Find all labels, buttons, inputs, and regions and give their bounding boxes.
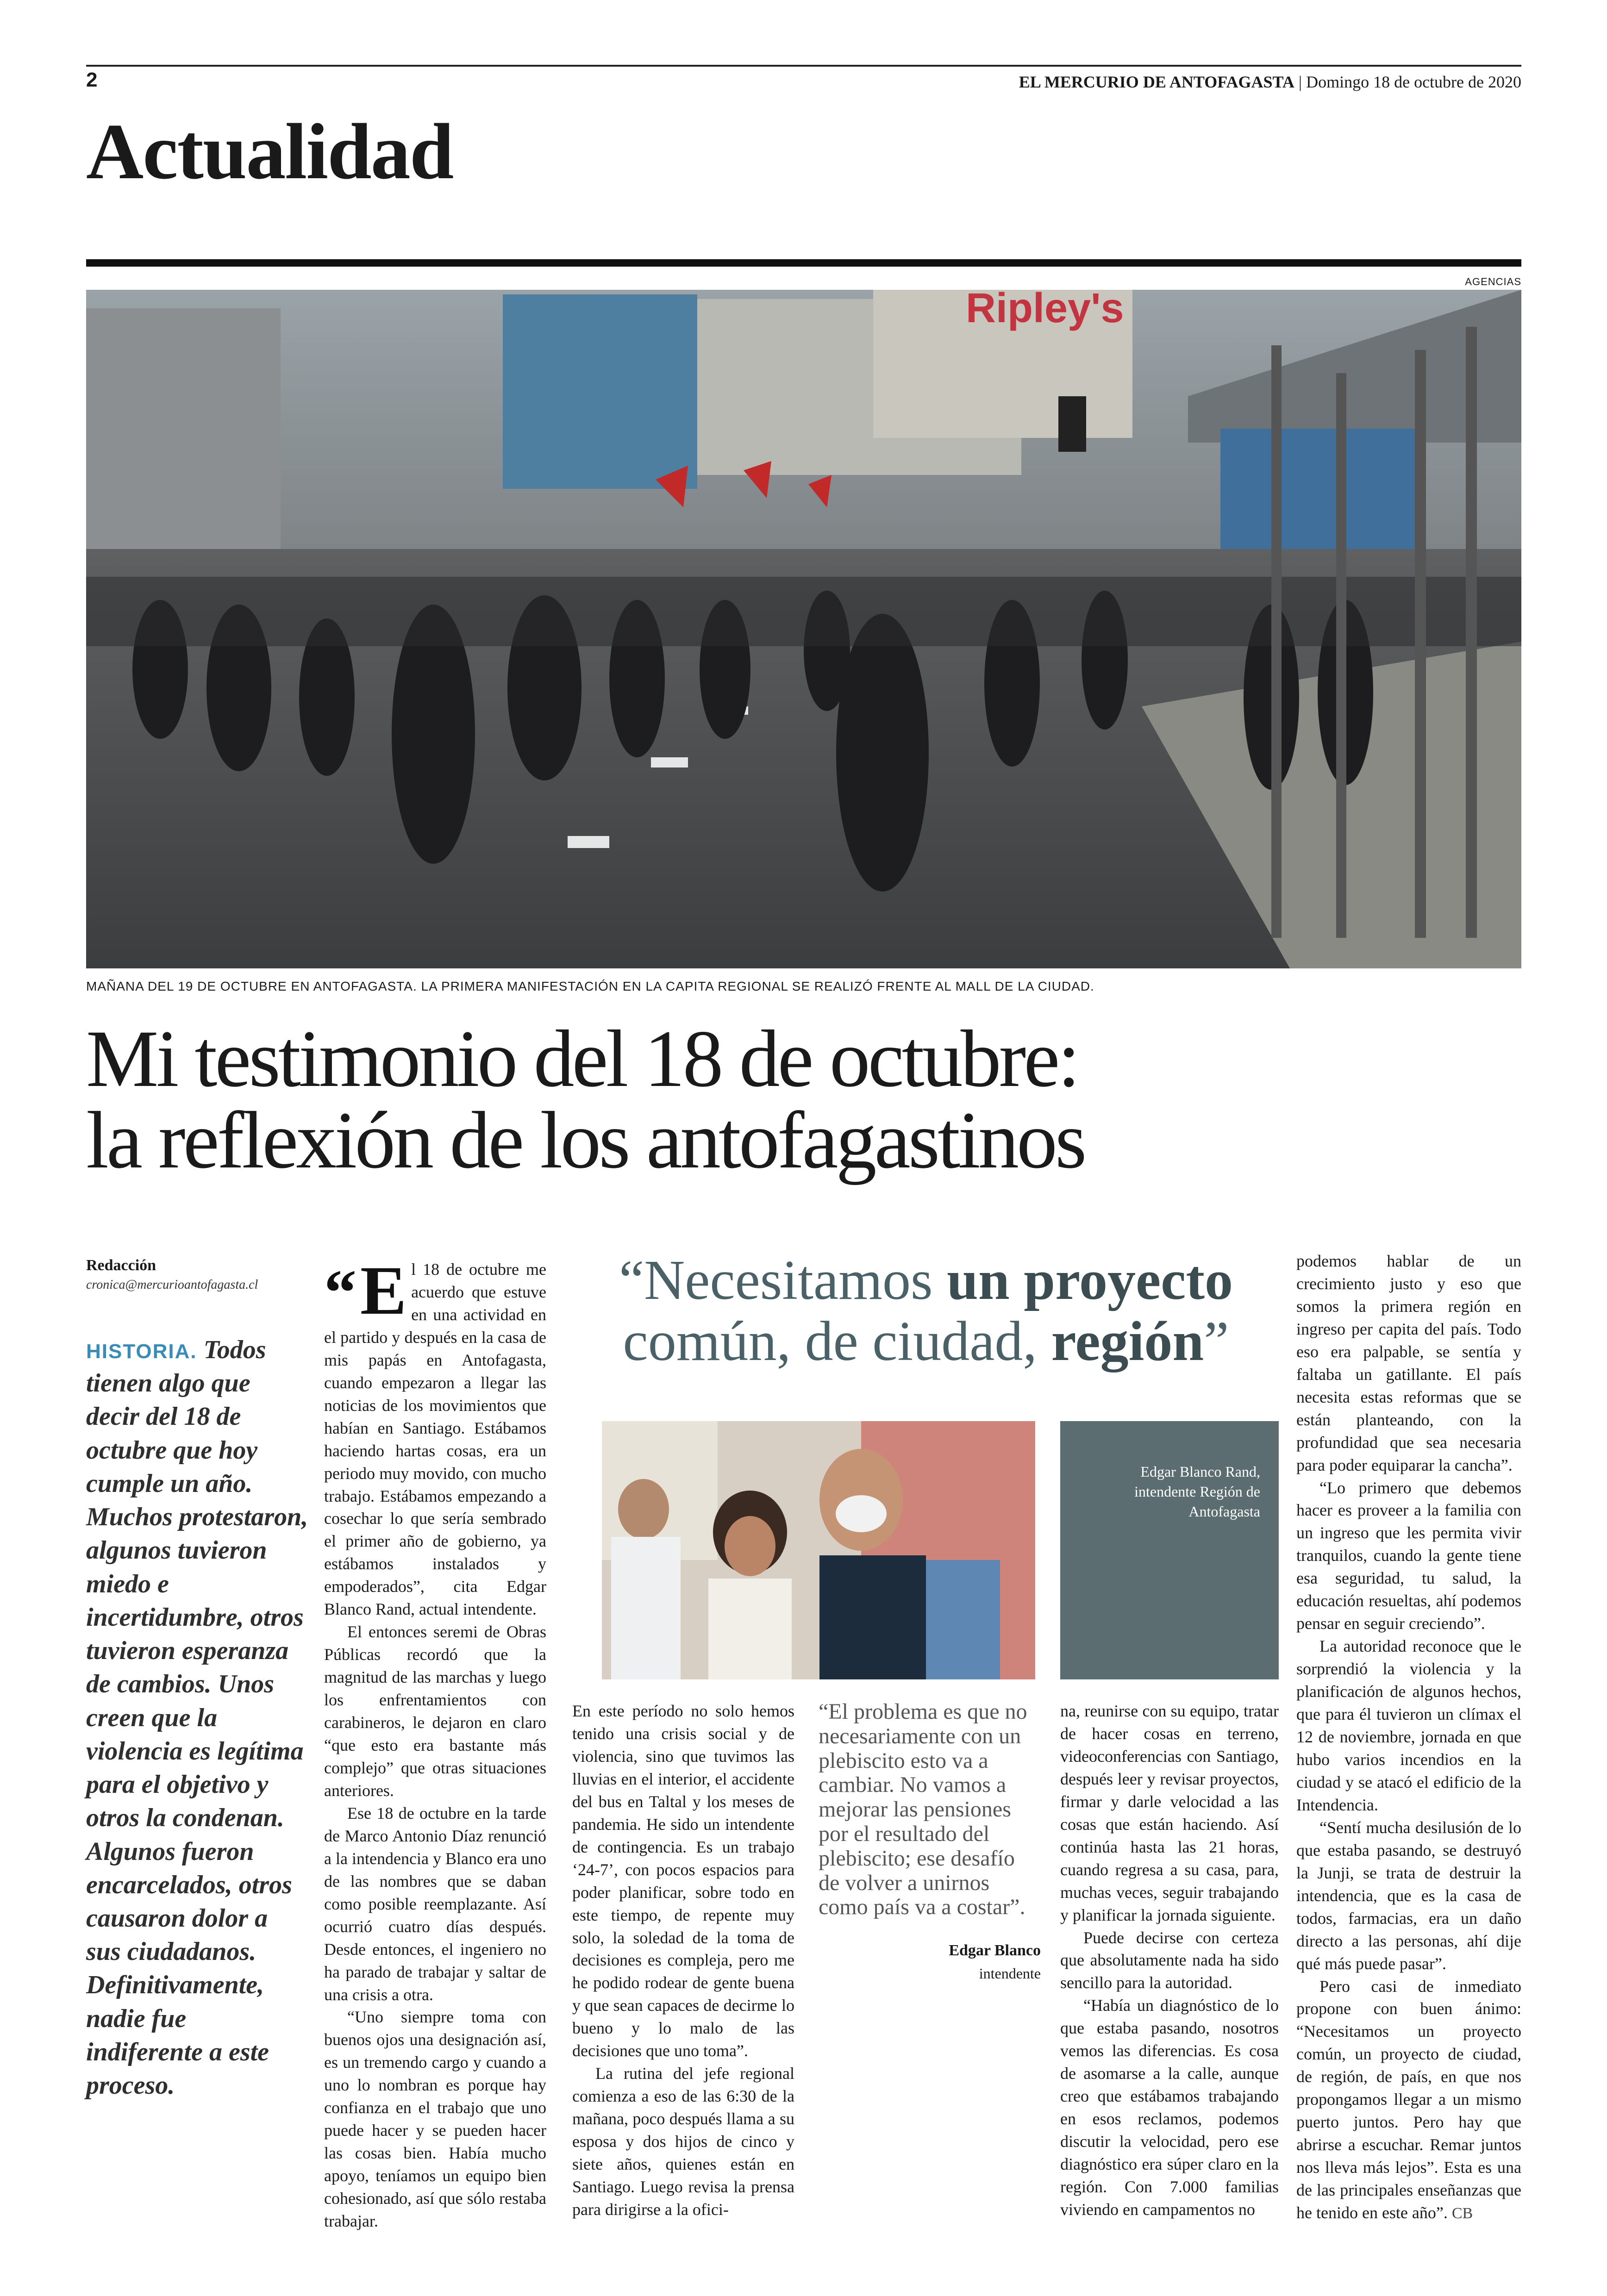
caption-name: Edgar Blanco Rand, — [1140, 1463, 1260, 1480]
headline-line-1: Mi testimonio del 18 de octubre: — [86, 1014, 1078, 1104]
body-column-2 — [572, 1700, 794, 2221]
body-column-3 — [1060, 1700, 1279, 2221]
photo-caption: MAÑANA DEL 19 DE OCTUBRE EN ANTOFAGASTA. LA PRIMERA MANIFESTACIÓN EN LA CAPITA REGIONAL SE REALIZÓ FRENTE AL MALL DE LA CIUDAD. — [86, 979, 1094, 993]
pull-quote-text: ” — [1204, 1310, 1229, 1373]
photo-caption-text — [1084, 1462, 1260, 1522]
protest-photo-illustration — [86, 290, 1521, 968]
photo-credit: AGENCIAS — [1465, 276, 1521, 287]
page-number: 2 — [86, 69, 98, 91]
secondary-quote: “El problema es que no necesariamente con un plebiscito esto va a cambiar. No vamos a mejorar las pensiones por el resultado del plebiscito; ese desafío de volver a unirnos como país va a costar”. — [819, 1699, 1027, 1920]
mall-sign: Ripley's — [966, 290, 1124, 331]
body-paragraph: La autoridad reconoce que le sorprendió la violencia y la planificación de algunos hechos, que para él tuvieron un clímax el 12 de noviembre, jornada en que hubo varios incendios en la ciudad y se atacó el edificio de la Intendencia. — [1296, 1637, 1521, 1814]
pull-quote-text: “Necesitamos — [619, 1249, 947, 1311]
quote-author: Edgar Blanco — [949, 1942, 1041, 1959]
body-paragraph: Puede decirse con certeza que absolutamente nada ha sido sencillo para la autoridad. — [1060, 1928, 1279, 1992]
pull-quote-bold: un proyecto — [947, 1249, 1233, 1311]
headline-line-2: la reflexión de los antofagastinos — [86, 1095, 1085, 1185]
pull-quote — [572, 1250, 1280, 1372]
masthead: EL MERCURIO DE ANTOFAGASTA | Domingo 18 de octubre de 2020 — [1019, 73, 1521, 91]
pull-quote-text: común, de ciudad, — [623, 1310, 1051, 1373]
section-rule — [86, 259, 1521, 267]
publication-name: EL MERCURIO DE ANTOFAGASTA — [1019, 73, 1294, 91]
body-paragraph: El entonces seremi de Obras Públicas recordó que la magnitud de las marchas y luego los enfrentamientos con carabineros, le dejaron en claro “que esto era bastante más complejo” que otras situaciones anteriores. — [324, 1622, 546, 1800]
lede — [86, 1333, 308, 2102]
lede-keyword: HISTORIA. — [86, 1340, 197, 1363]
body-paragraph: na, reunirse con su equipo, tratar de hacer cosas en terreno, videoconferencias con Santiago, después leer y revisar proyectos, firmar y darle velocidad a las cosas que están haciendo. Así continúa hasta las 21 horas, cuando regresa a su casa, para, muchas veces, seguir trabajando y planificar la jornada siguiente. — [1060, 1702, 1279, 1924]
byline-author: Redacción — [86, 1257, 156, 1274]
end-mark-icon: CB — [1451, 2205, 1473, 2222]
issue-date: Domingo 18 de octubre de 2020 — [1306, 73, 1521, 91]
body-paragraph — [324, 1252, 546, 1621]
opening-quote-mark: “ — [324, 1257, 356, 1329]
body-column-1 — [324, 1252, 546, 2233]
drop-cap: E — [360, 1252, 407, 1329]
body-text: l 18 de octubre me acuerdo que estuve en una actividad en el partido y después en la casa de mis papás en Antofagasta, cuando empezaron a llegar las noticias de los movimientos que habían en Santiago. Estábamos haciendo hartas cosas, era un periodo muy movido, con mucho trabajo. Estábamos empezando a cosechar lo que sería sembrado el primer año de gobierno, ya estábamos instalados y empoderados”, cita Edgar Blanco Rand, actual intendente. — [324, 1260, 546, 1619]
body-paragraph: La rutina del jefe regional comienza a eso de las 6:30 de la mañana, poco después llama a su esposa y dos hijos de cinco y siete años, quienes están en Santiago. Luego revisa la prensa para dirigirse a la ofici- — [572, 2064, 794, 2219]
byline-email: cronica@mercurioantofagasta.cl — [86, 1278, 258, 1292]
quote-author-role: intendente — [979, 1965, 1041, 1982]
caption-role: intendente Región de Antofagasta — [1134, 1483, 1260, 1520]
photo-caption-box — [1060, 1421, 1279, 1679]
body-column-4 — [1296, 1250, 1521, 2224]
body-paragraph: “Lo primero que debemos hacer es proveer a la familia con un ingreso que les permita vivir tranquilos, cuando la gente tiene esa seguridad, tu salud, la educación resueltas, ahí podemos pensar en seguir creciendo”. — [1296, 1478, 1521, 1633]
protest-photo — [86, 290, 1521, 968]
body-paragraph: Ese 18 de octubre en la tarde de Marco Antonio Díaz renunció a la intendencia y Blanco era uno de las nombres que se daban como posible reemplazante. Así ocurrió cuatro días después. Desde entonces, el ingeniero no ha parado de trabajar y saltar de una crisis a otra. — [324, 1803, 546, 2004]
body-paragraph: podemos hablar de un crecimiento justo y eso que somos la primera región en ingreso per capita del país. Todo eso era palpable, se sentía y faltaba un gatillante. El país necesita estas reformas que se están planteando, con la profundidad que sea necesaria para poder equiparar la cancha”. — [1296, 1252, 1521, 1474]
pull-quote-bold: región — [1051, 1310, 1204, 1373]
body-paragraph: “Uno siempre toma con buenos ojos una designación así, es un tremendo cargo y cuando a uno lo nombran es porque hay confianza en el trabajo que uno puede hacer y se pueden hacer las cosas bien. Había mucho apoyo, teníamos un equipo bien cohesionado, así que sólo restaba trabajar. — [324, 2008, 546, 2231]
body-paragraph: “Había un diagnóstico de lo que estaba pasando, nosotros vemos las diferencias. Es cosa de asomarse a la calle, aunque creo que estábamos trabajando en esos reclamos, podemos discutir la velocidad, pero ese diagnóstico era súper claro en la región. Con 7.000 familias viviendo en campamentos no — [1060, 1996, 1279, 2219]
body-paragraph — [1296, 1975, 1521, 2225]
lede-text: Todos tienen algo que decir del 18 de octubre que hoy cumple un año. Muchos protestaron, algunos tuvieron miedo e incertidumbre, otros tuvieron esperanza de cambios. Unos creen que la violencia es legítima para el objetivo y otros la condenan. Algunos fueron encarcelados, otros causaron dolor a sus ciudadanos. Definitivamente, nadie fue indiferente a este proceso. — [86, 1335, 308, 2100]
intendente-photo-illustration — [602, 1421, 1035, 1679]
body-text: Pero casi de inmediato propone con buen ánimo: “Necesitamos un proyecto común, un proyecto de ciudad, de región, de país, en que nos propongamos llegar a un mismo puerto juntos. Pero hay que abrirse a escuchar. Remar juntos nos lleva más lejos”. Esta es una de las principales enseñanzas que he tenido en este año”. — [1296, 1977, 1521, 2222]
section-title: Actualidad — [86, 108, 453, 196]
headline — [86, 1014, 1531, 1185]
body-paragraph: En este período no solo hemos tenido una crisis social y de violencia, sino que tuvimos las lluvias en el interior, el accidente del bus en Taltal y los meses de pandemia. He sido un intendente de contingencia. Es un trabajo ‘24-7’, con pocos espacios para poder planificar, sobre todo en este tiempo, de repente muy solo, la soledad de la toma de decisiones es compleja, pero me he podido rodear de gente buena y que sean capaces de decirme lo bueno y lo malo de las decisiones que uno toma”. — [572, 1702, 794, 2060]
body-paragraph: “Sentí mucha desilusión de lo que estaba pasando, se destruyó la Junji, se trata de destruir la intendencia, que es la casa de todos, farmacias, era un daño directo a las personas, ahí dije qué más puede pasar”. — [1296, 1818, 1521, 1973]
header-rule — [86, 65, 1521, 67]
intendente-photo — [602, 1421, 1035, 1679]
